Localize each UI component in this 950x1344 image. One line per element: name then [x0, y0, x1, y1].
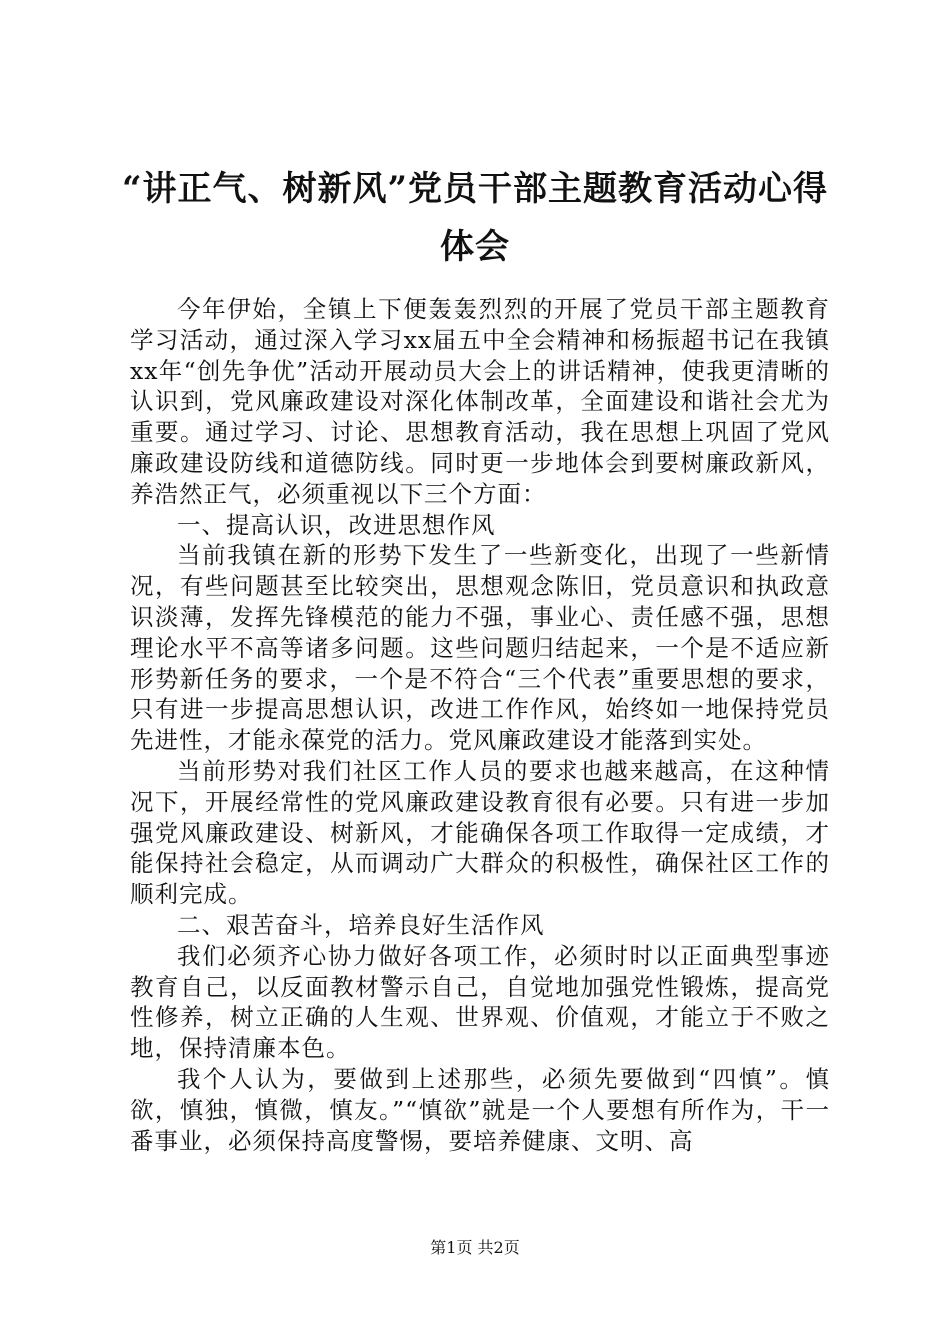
- paragraph-section-1a: 当前我镇在新的形势下发生了一些新变化，出现了一些新情况，有些问题甚至比较突出，思想观念陈旧，党员意识和执政意识淡薄，发挥先锋模范的能力不强，事业心、责任感不强，思想理论水平不高等诸多问题。这些问题归结起来，一个是不适应新形势新任务的要求，一个是不符合“三个代表”重要思想的要求，只有进一步提高思想认识，改进工作作风，始终如一地保持党员先进性，才能永葆党的活力。党风廉政建设才能落到实处。: [130, 541, 830, 755]
- page-number-footer: 第1页 共2页: [430, 1238, 520, 1257]
- section-heading-2: 二、艰苦奋斗，培养良好生活作风: [177, 910, 545, 939]
- paragraph-section-1b: 当前形势对我们社区工作人员的要求也越来越高，在这种情况下，开展经常性的党风廉政建设教育很有必要。只有进一步加强党风廉政建设、树新风，才能确保各项工作取得一定成绩，才能保持社会稳定，从而调动广大群众的积极性，确保社区工作的顺利完成。: [130, 756, 830, 909]
- paragraph-intro: 今年伊始，全镇上下便轰轰烈烈的开展了党员干部主题教育学习活动，通过深入学习xx届五中全会精神和杨振超书记在我镇xx年“创先争优”活动开展动员大会上的讲话精神，使我更清晰的认识到，党风廉政建设对深化体制改革，全面建设和谐社会尤为重要。通过学习、讨论、思想教育活动，我在思想上巩固了党风廉政建设防线和道德防线。同时更一步地体会到要树廉政新风，养浩然正气，必须重视以下三个方面：: [130, 295, 830, 508]
- document-title: “讲正气、树新风”党员干部主题教育活动心得体会: [121, 169, 829, 267]
- section-heading-1: 一、提高认识，改进思想作风: [177, 510, 496, 539]
- paragraph-section-2a: 我们必须齐心协力做好各项工作，必须时时以正面典型事迹教育自己，以反面教材警示自己，自觉地加强党性锻炼，提高党性修养，树立正确的人生观、世界观、价值观，才能立于不败之地，保持清廉本色。: [130, 941, 830, 1063]
- document-body: [130, 294, 830, 1156]
- paragraph-section-2b: 我个人认为，要做到上述那些，必须先要做到“四慎”。慎欲，慎独，慎微，慎友。”“慎欲”就是一个人要想有所作为，干一番事业，必须保持高度警惕，要培养健康、文明、高: [130, 1064, 830, 1155]
